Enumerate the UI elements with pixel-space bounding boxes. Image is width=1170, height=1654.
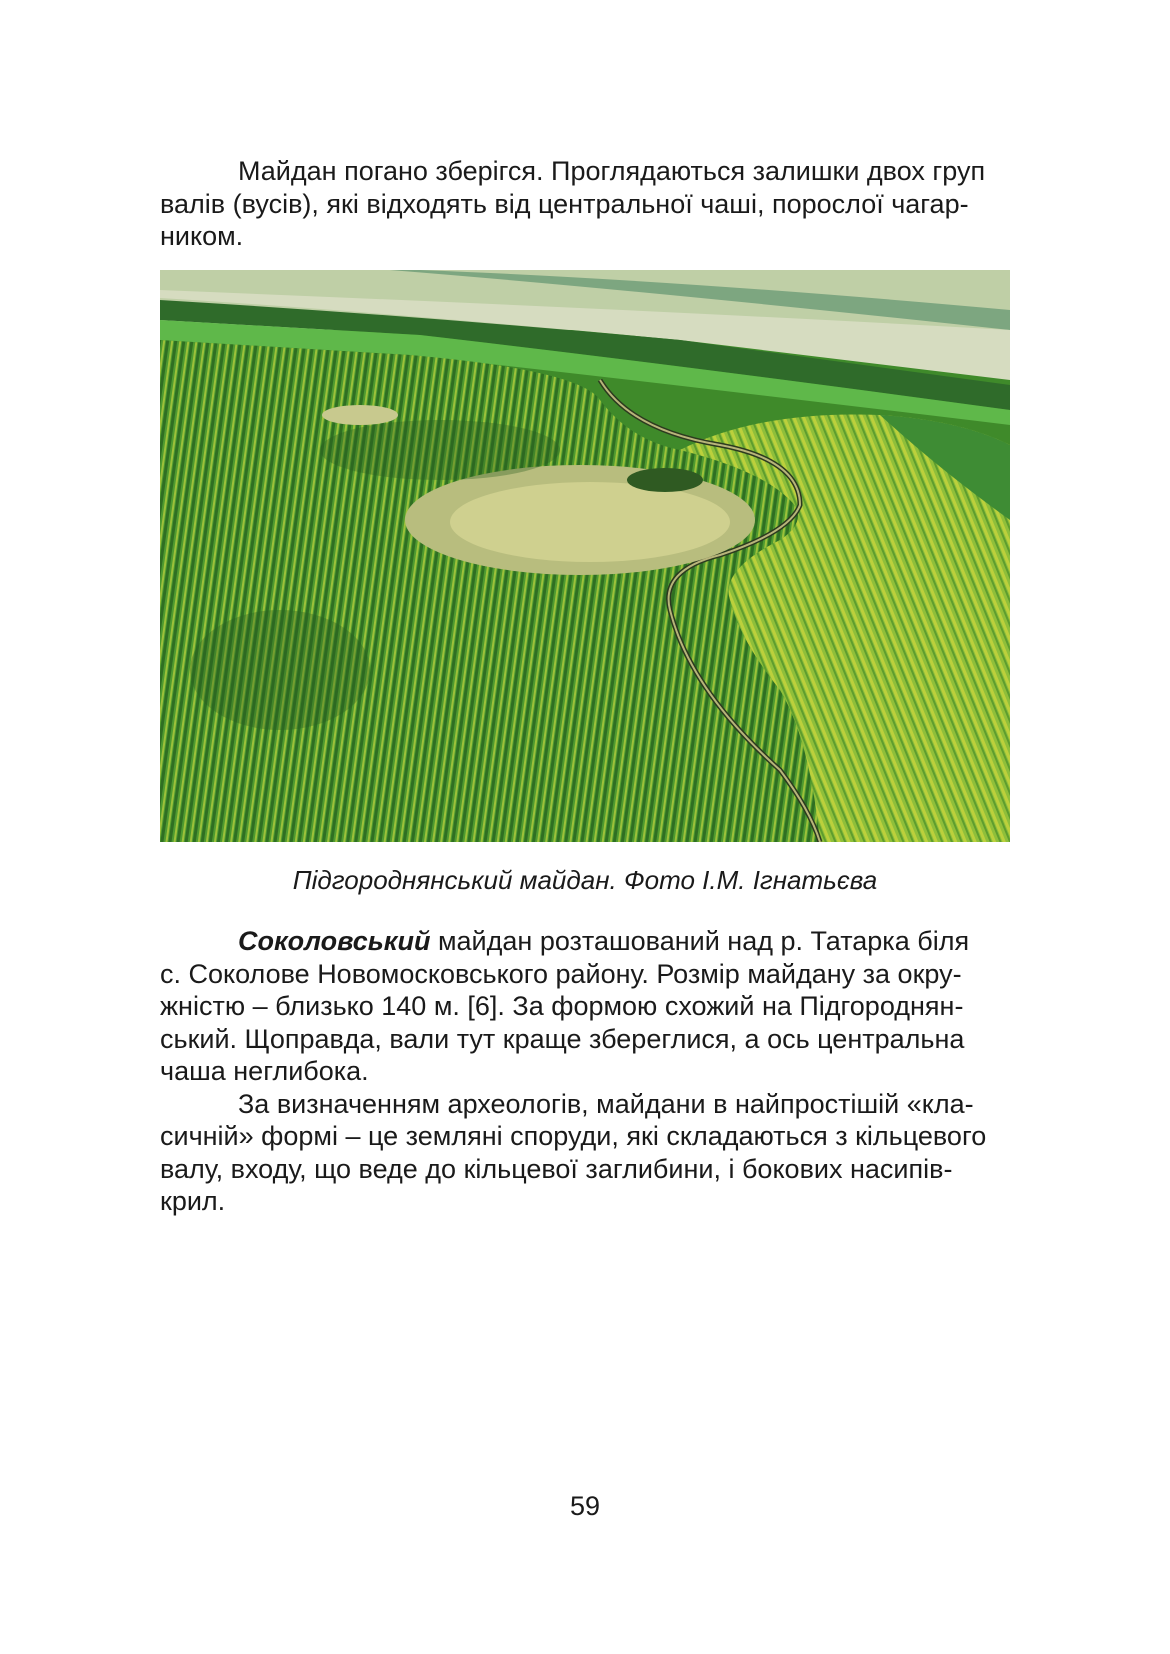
text-line: валу, входу, що веде до кільцевої заглибини, і бокових насипів -	[160, 1154, 952, 1184]
text-line: жністю – близько 140 м. [6]. За формою схожий на Підгороднян -	[160, 991, 963, 1021]
text-line: За визначенням археологів, майдани в найпростішій «кла -	[238, 1089, 974, 1119]
aerial-photo	[160, 270, 1010, 842]
text-line: ником.	[160, 221, 244, 251]
text-line: Соколовський майдан розташований над р. Татарка біля	[238, 926, 970, 956]
text-line: Майдан погано зберігся. Проглядаються залишки двох груп	[238, 156, 986, 186]
text-line: с. Соколове Новомосковського району. Розмір майдану за окру -	[160, 959, 962, 989]
text-line: ський. Щоправда, вали тут краще збереглися, а ось центральна	[160, 1023, 965, 1054]
page-number: 59	[569, 1491, 601, 1521]
text-block-bottom	[160, 925, 1010, 1218]
sokolovsky-term: Соколовський	[238, 926, 431, 956]
text-line: валів (вусів), які відходять від центральної чаші, порослої чагар -	[160, 189, 969, 219]
maidan-ring	[450, 482, 730, 562]
paragraph-definition	[160, 1088, 1010, 1218]
small-mound	[322, 405, 398, 425]
text-block-top	[160, 155, 1010, 253]
sunflower-field-left	[160, 340, 820, 842]
paragraph-sokolovsky	[160, 925, 1010, 1088]
central-bowl-shrubs	[627, 468, 703, 492]
text-line: крил.	[160, 1186, 226, 1216]
aerial-photo-illustration	[160, 270, 1010, 842]
text-line: чаша неглибока.	[160, 1056, 369, 1086]
photo-caption: Підгороднянський майдан. Фото І.М. Ігнатьєва	[292, 865, 878, 895]
text-line: сичній» формі – це земляні споруди, які складаються з кільцевого	[160, 1121, 987, 1151]
paragraph-maidan-condition	[160, 155, 1010, 253]
